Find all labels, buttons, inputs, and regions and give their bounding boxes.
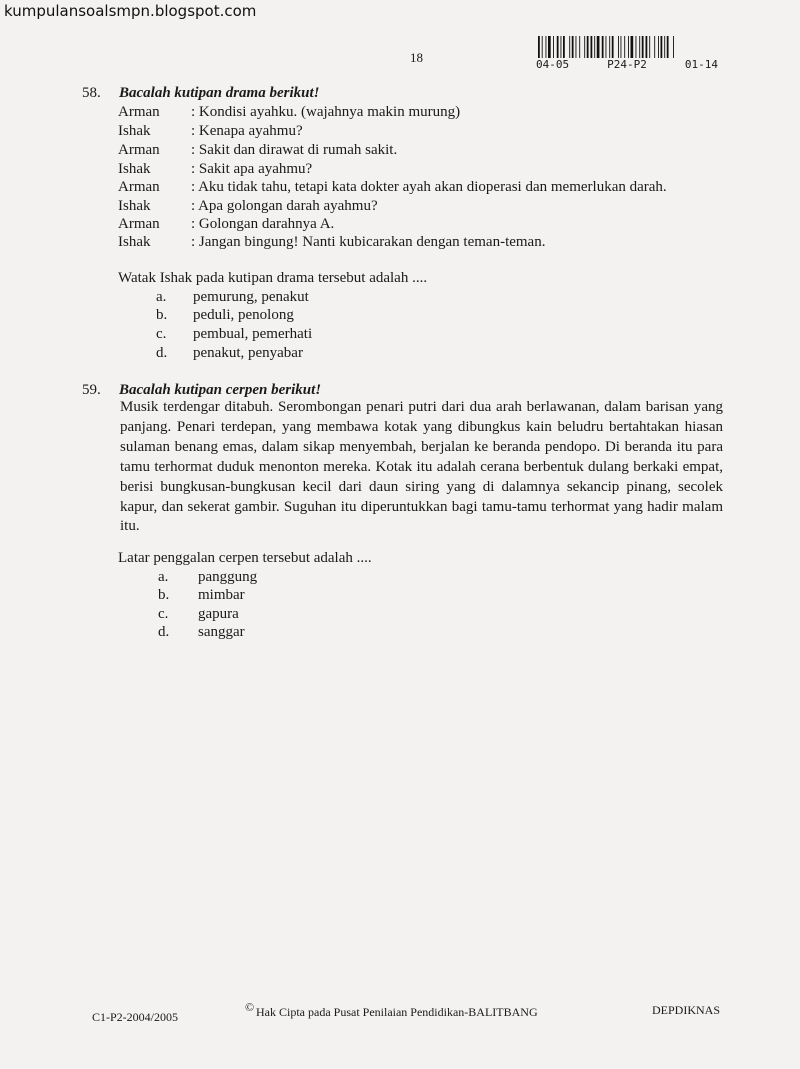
question-58-prompt: Watak Ishak pada kutipan drama tersebut adalah .... [118,270,428,286]
option-letter: a. [156,289,167,305]
dialogue-speaker: Ishak [118,123,151,139]
dialogue-speaker: Arman [118,179,160,195]
blog-watermark: kumpulansoalsmpn.blogspot.com [4,2,257,20]
footer-agency: DEPDIKNAS [652,1003,721,1017]
dialogue-line: : Golongan darahnya A. [191,216,335,232]
option-letter: c. [156,326,167,342]
question-59-prompt: Latar penggalan cerpen tersebut adalah .... [118,550,372,566]
dialogue-speaker: Arman [118,216,160,232]
option-text: panggung [198,569,258,585]
option-text: penakut, penyabar [193,345,303,361]
option-text: pemurung, penakut [193,289,309,305]
dialogue-line: : Jangan bingung! Nanti kubicarakan dengan teman-teman. [191,234,546,250]
code-1: 04-05 [536,58,570,71]
option-text: peduli, penolong [193,307,294,323]
dialogue-line: : Kenapa ayahmu? [191,123,303,139]
option-letter: c. [158,606,169,622]
dialogue-speaker: Ishak [118,161,151,177]
option-letter: d. [158,624,170,640]
footer-code: C1-P2-2004/2005 [92,1010,179,1024]
dialogue-speaker: Ishak [118,198,151,214]
dialogue-speaker: Arman [118,104,160,120]
code-2: P24-P2 [607,58,647,71]
barcode [538,36,716,58]
exam-codes [536,58,718,71]
dialogue-line: : Sakit dan dirawat di rumah sakit. [191,142,398,158]
option-letter: a. [158,569,169,585]
dialogue-line: : Aku tidak tahu, tetapi kata dokter ayah akan dioperasi dan memerlukan darah. [191,179,667,195]
code-3: 01-14 [684,58,718,71]
option-text: gapura [198,606,239,622]
dialogue-line: : Apa golongan darah ayahmu? [191,198,378,214]
question-59-title: Bacalah kutipan cerpen berikut! [119,382,322,398]
copyright-symbol: © [245,1000,255,1014]
question-59-number: 59. [82,382,101,398]
footer-copyright: Hak Cipta pada Pusat Penilaian Pendidikan-BALITBANG [256,1005,538,1019]
option-letter: b. [156,307,168,323]
page-number: 18 [410,50,423,65]
short-story-passage: Musik terdengar ditabuh. Serombongan penari putri dari dua arah berlawanan, dalam barisan yang panjang. Penari terdepan, yang membawa kotak yang dibungkus kain beludru bertahtakan hiasan sulaman benang emas, dalam sikap menyembah, berjalan ke beranda pendopo. Di beranda itu para tamu terhormat duduk menonton mereka. Kotak itu adalah cerana berbentuk dulang berkaki empat, berisi bungkusan-bungkusan kecil dari daun siring yang di dalamnya sekancip pinang, secolek kapur, dan sekerat gambir. Suguhan itu diperuntukkan bagi tamu-tamu terhormat yang hadir malam itu. [120,399,723,535]
question-58-number: 58. [82,85,101,101]
option-text: mimbar [198,587,245,603]
option-letter: b. [158,587,170,603]
dialogue-speaker: Arman [118,142,160,158]
option-letter: d. [156,345,168,361]
dialogue-line: : Kondisi ayahku. (wajahnya makin murung) [191,104,461,120]
dialogue-line: : Sakit apa ayahmu? [191,161,313,177]
option-text: pembual, pemerhati [193,326,313,342]
question-58-title: Bacalah kutipan drama berikut! [119,85,320,101]
option-text: sanggar [198,624,245,640]
dialogue-speaker: Ishak [118,234,151,250]
